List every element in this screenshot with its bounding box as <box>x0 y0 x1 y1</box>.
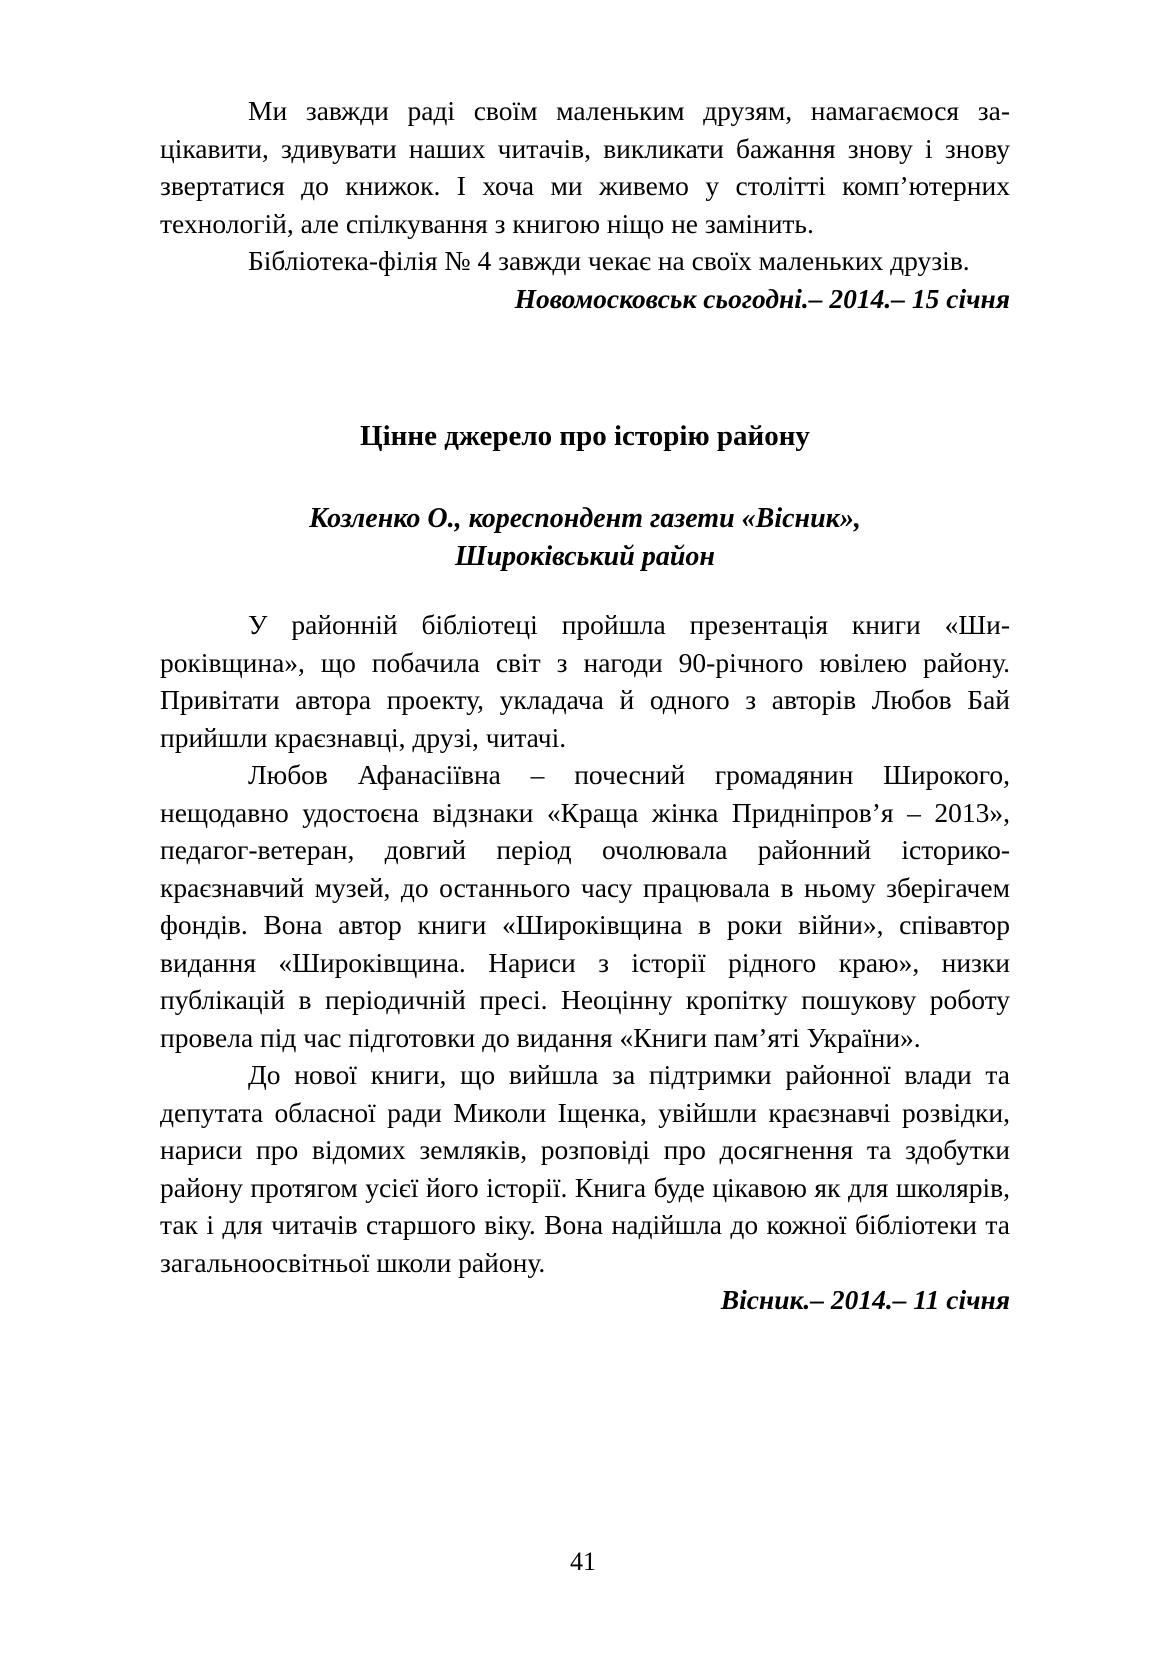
article-2-title: Цінне джерело про історію району <box>360 420 810 452</box>
byline-author: Козленко О., кореспондент газети «Вісник», <box>309 503 861 534</box>
article-1-source: Новомосковськ сьогодні.– 2014.– 15 січня <box>514 282 1010 314</box>
article-2-body <box>160 606 1010 1319</box>
page-number: 41 <box>570 1547 596 1576</box>
article-2-byline <box>160 500 1010 576</box>
article-2-paragraph: У районній бібліотеці пройшла презентація книги «Широківщина», що побачила світ з нагоди 90-річного ювілею району. Привітати автора проекту, укладача й одного з авторів Любов Бай прийшли краєзнавці, друзі, читачі. <box>160 609 1010 753</box>
byline-region: Широківський район <box>455 541 715 572</box>
article-1-paragraph: Ми завжди раді своїм маленьким друзям, намагаємося зацікавити, здивувати наших читачів, викликати бажання знову і знову звертатися до книжок. І хоча ми живемо у столітті комп’ютерних технологій, але спілкування з книгою ніщо не замінить. <box>160 95 1010 239</box>
article-2-paragraph: До нової книги, що вийшла за підтримки районної влади та депутата обласної ради Миколи Іщенка, увійшли краєзнавчі розвідки, нариси про відомих земляків, розповіді про досягнення та здобутки району протягом усієї його історії. Книга буде цікавою як для школярів, так і для читачів старшого віку. Вона надійшла до кожної бібліотеки та загальноосвітньої школи району. <box>160 1059 1010 1278</box>
article-1-paragraph: Бібліотека-філія № 4 завжди чекає на своїх маленьких друзів. <box>248 245 970 276</box>
article-2-paragraph: Любов Афанасіївна – почесний громадянин Широкого, нещодавно удостоєна відзнаки «Краща жінка Придніпров’я – 2013», педагог-ветеран, довгий період очолювала районний історико-краєзнавчий музей, до останнього часу працювала в ньому зберігачем фондів. Вона автор книги «Широківщина в роки війни», співавтор видання «Широківщина. Нариси з історії рідного краю», низки публікацій в періодичній пресі. Неоцінну кропітку пошукову роботу провела під час підготовки до видання «Книги пам’яті України». <box>160 759 1010 1053</box>
article-1-body <box>160 92 1010 317</box>
article-2-source: Вісник.– 2014.– 11 січня <box>720 1284 1010 1315</box>
